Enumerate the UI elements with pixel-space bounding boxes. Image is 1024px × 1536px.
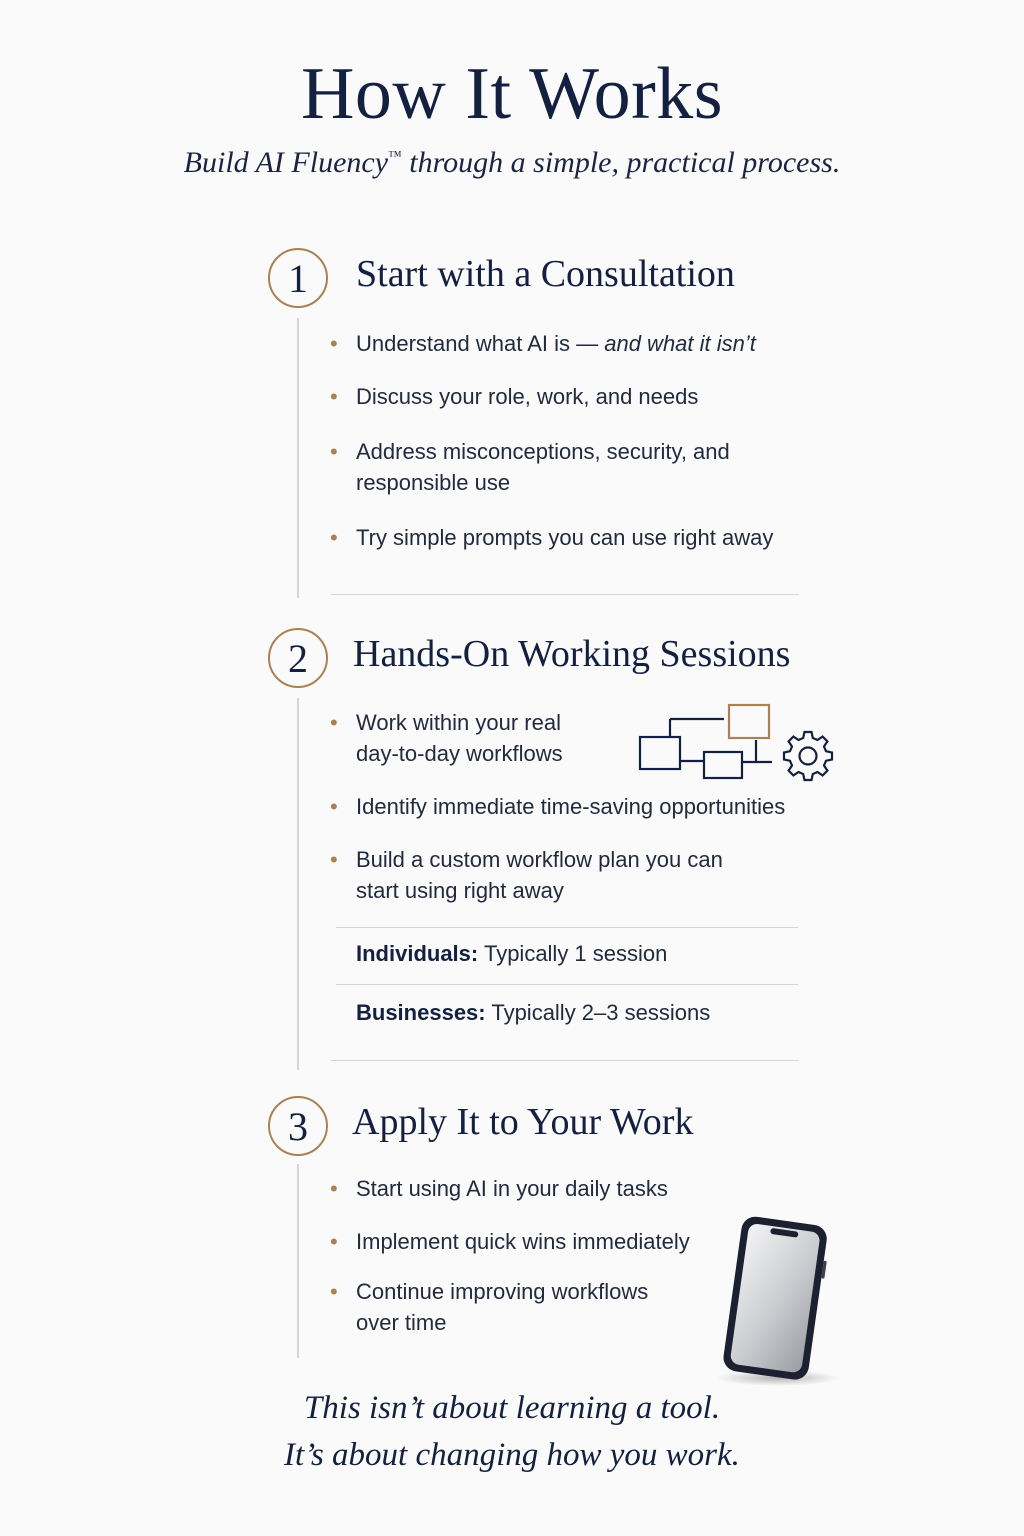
trademark-symbol: ™ (388, 149, 402, 164)
step-1-title: Start with a Consultation (356, 253, 735, 295)
bullet-dot-icon: • (330, 1229, 338, 1254)
bullet-text: Work within your real day-to-day workflows (356, 710, 563, 766)
step-1-number: 1 (268, 248, 328, 308)
bullet-dot-icon: • (330, 1176, 338, 1201)
bullet-dot-icon: • (330, 1279, 338, 1304)
bullet-text: Try simple prompts you can use right away (356, 525, 774, 550)
step-2-title: Hands-On Working Sessions (353, 633, 791, 675)
bullet-dot-icon: • (330, 525, 338, 550)
bullet-dot-icon: • (330, 794, 338, 819)
step-3-number: 3 (268, 1096, 328, 1156)
bullet-dot-icon: • (330, 847, 338, 872)
bullet-dot-icon: • (330, 710, 338, 735)
timeline-line-step-1 (297, 318, 299, 598)
closing-line-1: This isn’t about learning a tool. (303, 1390, 721, 1426)
bullet-dot-icon: • (330, 439, 338, 464)
detail-divider (336, 984, 798, 985)
section-divider (331, 594, 799, 595)
smartphone-icon (706, 1214, 842, 1390)
step-3-title: Apply It to Your Work (352, 1101, 694, 1143)
subtitle-text: Build AI Fluency (183, 146, 389, 179)
bullet-text: Build a custom workflow plan you can start using right away (356, 847, 723, 903)
subtitle-text-rest: through a simple, practical process. (401, 146, 841, 179)
page-title: How It Works (300, 53, 724, 135)
bullet-text: Continue improving workflows over time (356, 1279, 649, 1335)
closing-line-2: It’s about changing how you work. (284, 1437, 740, 1473)
timeline-line-step-3 (297, 1164, 299, 1358)
timeline-line-step-2 (297, 698, 299, 1070)
bullet-dot-icon: • (330, 384, 338, 409)
page-subtitle (0, 146, 1024, 180)
step-2-number: 2 (268, 628, 328, 688)
bullet-dot-icon: • (330, 331, 338, 356)
bullet-text: Discuss your role, work, and needs (356, 384, 699, 409)
detail-divider (336, 927, 798, 928)
bullet-text: Implement quick wins immediately (356, 1229, 690, 1254)
workflow-diagram-gear-icon (636, 700, 840, 786)
individuals-detail: Individuals: Typically 1 session (356, 941, 668, 966)
bullet-text: Start using AI in your daily tasks (356, 1176, 668, 1201)
bullet-text: Address misconceptions, security, and responsible use (356, 439, 730, 495)
bullet-text: Understand what AI is — and what it isn’t (356, 331, 756, 356)
bullet-text: Identify immediate time-saving opportunities (356, 794, 786, 819)
section-divider (331, 1060, 799, 1061)
businesses-detail: Businesses: Typically 2–3 sessions (356, 1000, 711, 1025)
